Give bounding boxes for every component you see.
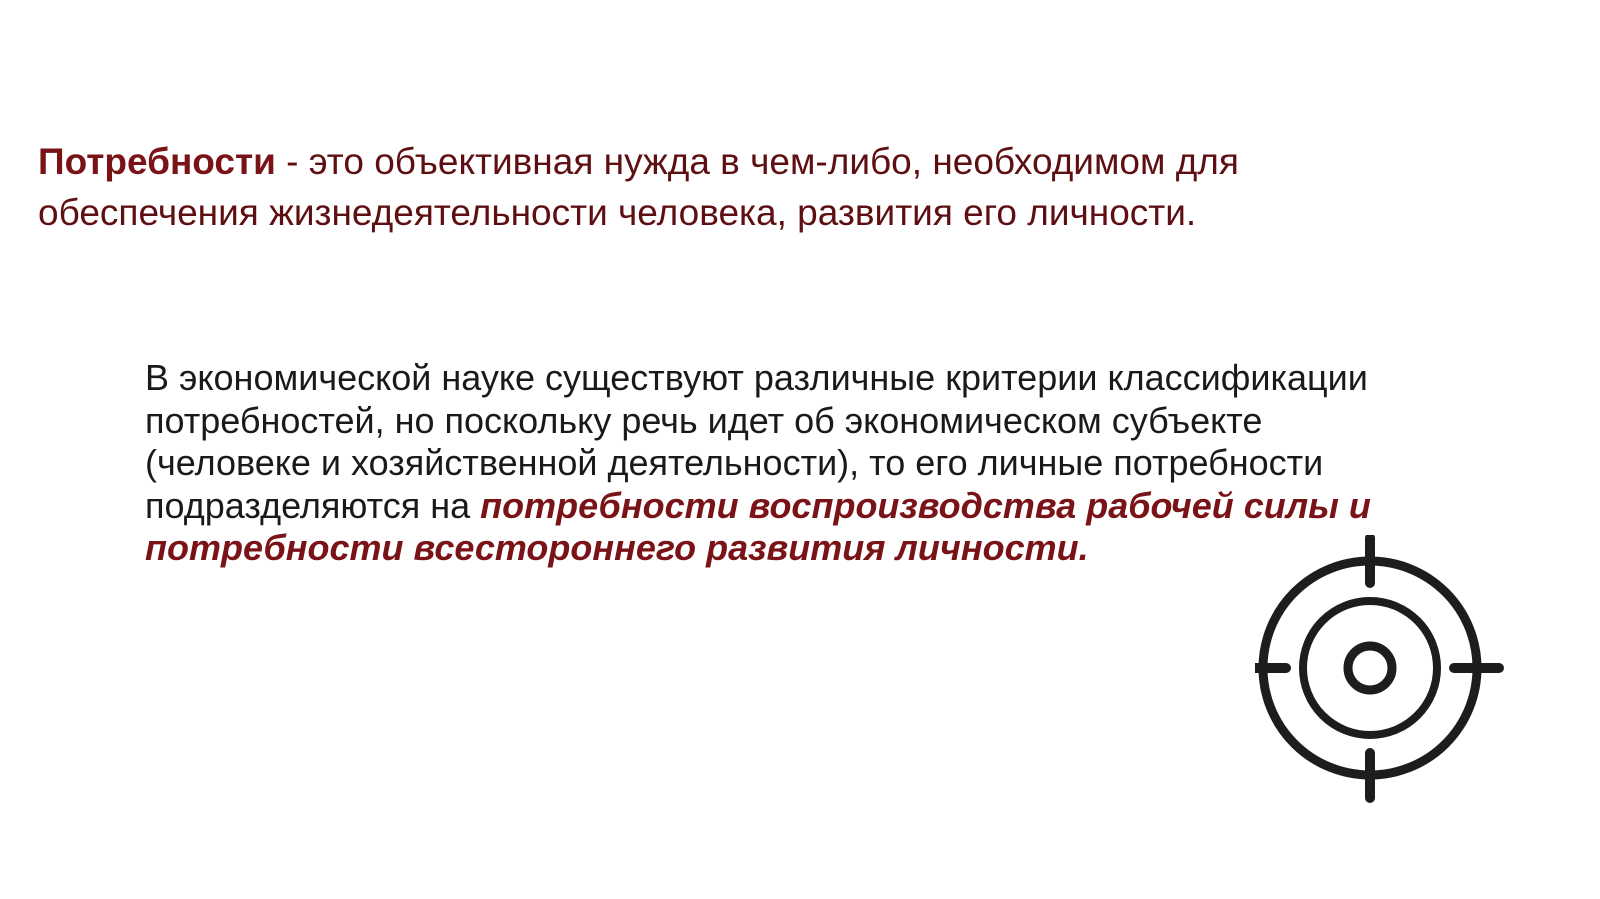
body-accent-text: потребности воспроизводства рабочей силы и потребности всестороннего развития личности.	[145, 484, 1371, 568]
body-paragraph	[145, 357, 1435, 570]
definition-text: - это объективная нужда в чем-либо, необходимом для обеспечения жизнедеятельности человека, развития его личности.	[38, 141, 1239, 233]
definition-term: Потребности	[38, 141, 276, 182]
definition-paragraph	[38, 136, 1458, 238]
target-icon	[1255, 535, 1535, 815]
body-text: В экономической науке существуют различные критерии классификации потребностей, но поскольку речь идет об экономическом субъекте (человеке и хозяйственной деятельности), то его личные потребности подразделяются на	[145, 357, 1368, 526]
